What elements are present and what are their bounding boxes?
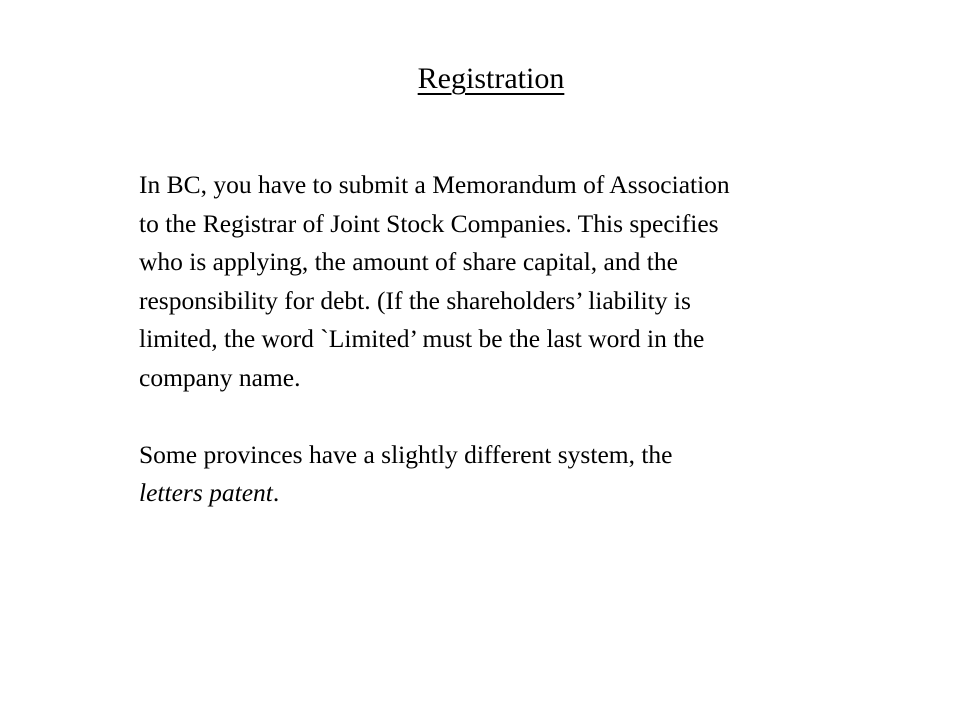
paragraph-spacer	[139, 397, 899, 436]
slide-title: Registration	[417, 62, 565, 95]
paragraph-line	[139, 474, 899, 513]
paragraph-line: to the Registrar of Joint Stock Companies. This specifies	[139, 208, 719, 238]
paragraph-line: responsibility for debt. (If the shareholders’ liability is	[139, 285, 691, 315]
paragraph-line: limited, the word `Limited’ must be the last word in the	[139, 324, 705, 353]
slide-body	[139, 166, 899, 513]
paragraph-line: who is applying, the amount of share capital, and the	[139, 247, 678, 276]
paragraph-line: Some provinces have a slightly different system, the	[139, 439, 673, 469]
paragraph-line: company name.	[139, 362, 301, 392]
letters-patent-term: letters patent	[139, 478, 273, 507]
paragraph-line: In BC, you have to submit a Memorandum of Association	[139, 170, 730, 199]
sentence-period: .	[272, 478, 280, 507]
paragraph-memorandum	[139, 166, 899, 397]
paragraph-provinces	[139, 436, 899, 513]
